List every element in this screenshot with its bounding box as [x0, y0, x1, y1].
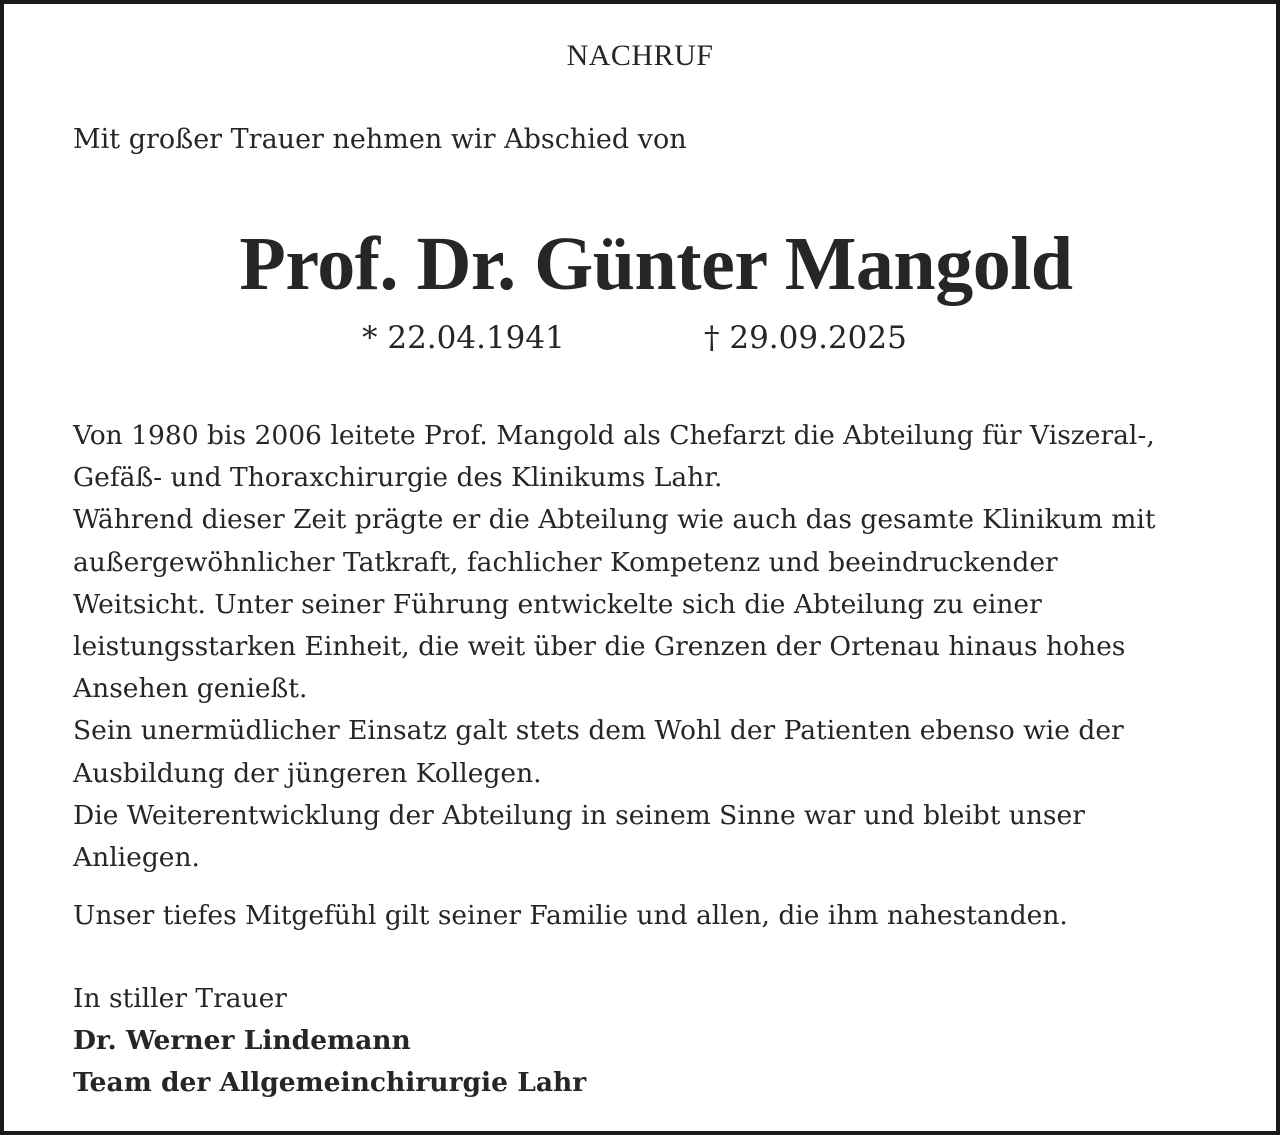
body-line: Die Weiterentwicklung der Abteilung in seinem Sinne war und bleibt unser	[73, 799, 1085, 831]
signer-name: Dr. Werner Lindemann	[73, 1025, 411, 1056]
body-line: Ausbildung der jüngeren Kollegen.	[73, 757, 542, 789]
signer-team: Team der Allgemeinchirurgie Lahr	[73, 1067, 587, 1098]
closing-phrase: In stiller Trauer	[73, 983, 287, 1014]
life-dates	[0, 316, 1280, 360]
body-line: leistungsstarken Einheit, die weit über die Grenzen der Ortenau hinaus hohes	[73, 631, 1126, 663]
body-line: Gefäß- und Thoraxchirurgie des Klinikums Lahr.	[73, 462, 723, 494]
body-line: Anliegen.	[73, 842, 200, 874]
signoff-block	[73, 978, 586, 1104]
deceased-name: Prof. Dr. Günter Mangold	[239, 222, 1073, 306]
birth-date: * 22.04.1941	[362, 320, 565, 356]
body-line: Während dieser Zeit prägte er die Abteilung wie auch das gesamte Klinikum mit	[73, 504, 1156, 536]
intro-line: Mit großer Trauer nehmen wir Abschied von	[73, 124, 687, 155]
notice-heading: NACHRUF	[566, 39, 714, 72]
body-line: Ansehen genießt.	[73, 673, 308, 705]
body-line: Weitsicht. Unter seiner Führung entwickelte sich die Abteilung zu einer	[73, 588, 1042, 620]
sympathy-line: Unser tiefes Mitgefühl gilt seiner Familie und allen, die ihm nahestanden.	[73, 900, 1068, 931]
obituary-body	[73, 415, 1243, 879]
paragraph-legacy	[73, 795, 1243, 879]
paragraph-career	[73, 415, 1243, 499]
paragraph-achievements	[73, 499, 1243, 710]
death-date: † 29.09.2025	[704, 320, 907, 356]
body-line: außergewöhnlicher Tatkraft, fachlicher Kompetenz und beeindruckender	[73, 546, 1058, 578]
paragraph-dedication	[73, 710, 1243, 794]
body-line: Von 1980 bis 2006 leitete Prof. Mangold als Chefarzt die Abteilung für Viszeral-,	[73, 420, 1155, 451]
body-line: Sein unermüdlicher Einsatz galt stets dem Wohl der Patienten ebenso wie der	[73, 715, 1124, 747]
